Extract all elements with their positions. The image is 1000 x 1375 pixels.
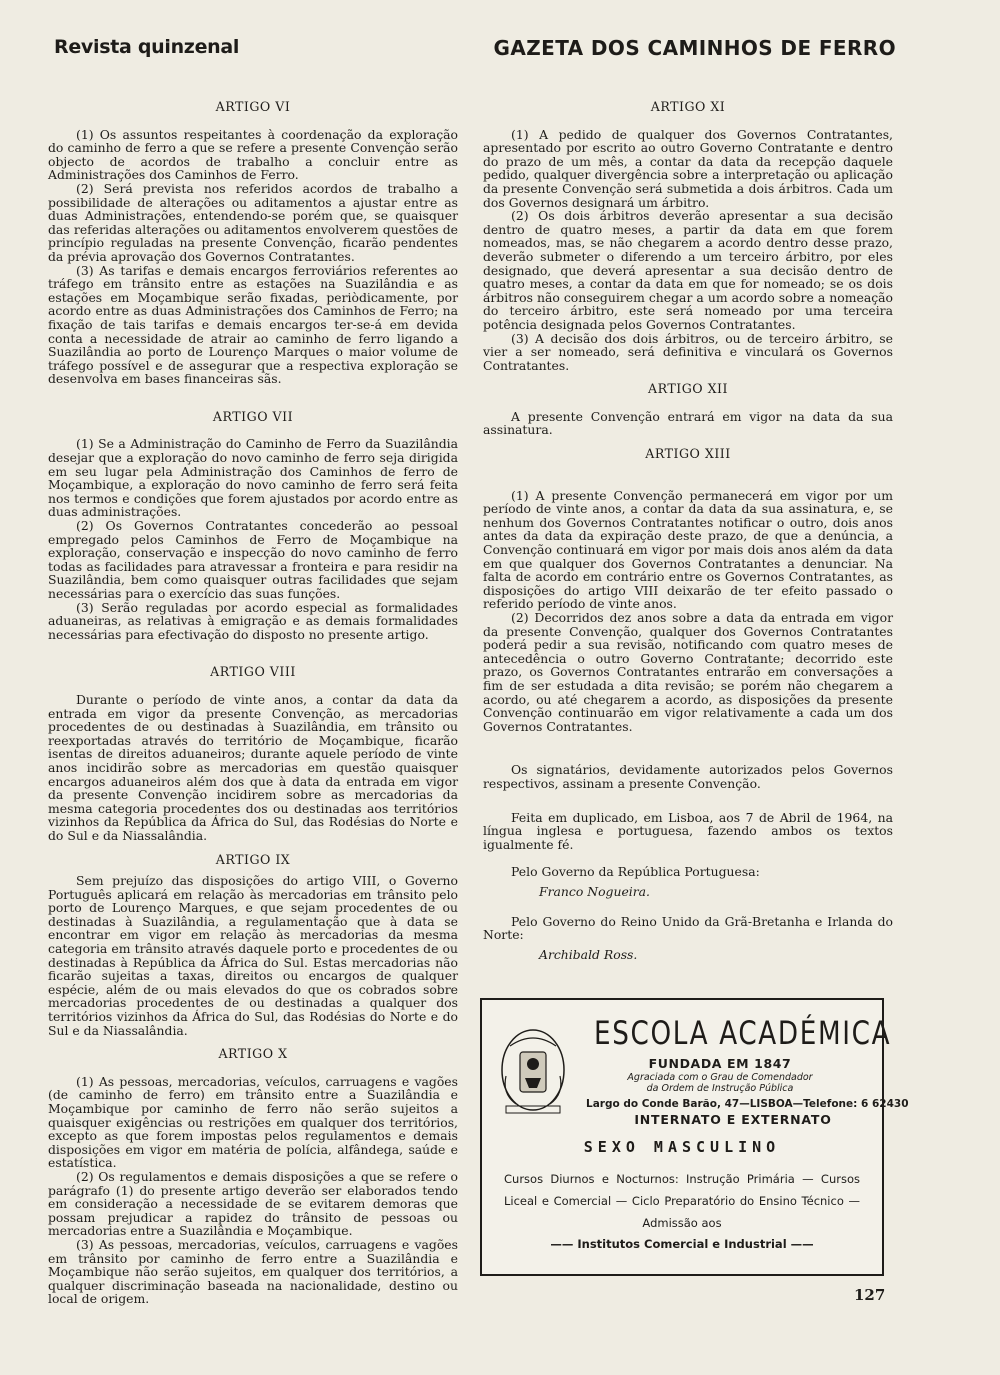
done-statement: Feita em duplicado, em Lisboa, aos 7 de Abril de 1964, na língua inglesa e portuguesa, fazendo ambos os textos igualmente fé. (483, 809, 893, 852)
closing-section (483, 763, 893, 961)
page-number: 127 (854, 1286, 886, 1304)
article-11 (483, 100, 893, 372)
school-emblem-icon (498, 1026, 568, 1118)
article-9 (48, 853, 458, 1038)
article-heading: ARTIGO XI (650, 99, 726, 114)
article-12 (483, 382, 893, 437)
institutes-line: —— Institutos Comercial e Industrial —— (550, 1237, 814, 1251)
article-7 (48, 410, 458, 642)
article-paragraph: (1) Se a Administração do Caminho de Ferro da Suazilândia desejar que a exploração do novo caminho de ferro seja dirigida em seu lugar pela Administração dos Caminhos de ferro de Moçambique, a exploração do novo caminho de ferro será feita nos termos e condições que forem ajustados por acordo entre as duas administrações. (48, 436, 458, 520)
uk-signer: Archibald Ross. (539, 946, 638, 962)
signatories-statement: Os signatários, devidamente autorizados pelos Governos respectivos, assinam a presente Convenção. (483, 762, 893, 791)
right-column (483, 100, 893, 977)
article-paragraph: (2) Será prevista nos referidos acordos de trabalho a possibilidade de alterações ou aditamentos a ajustar entre as duas Administrações, entendendo-se porém que, se quaisquer das referidas alterações ou aditamentos envolverem questões de princípio reguladas na presente Convenção, ficarão pendentes da prévia aprovação dos Governos Contratantes. (48, 180, 458, 264)
portuguese-government-line: Pelo Governo da República Portuguesa: (511, 864, 760, 880)
article-paragraph: (3) A decisão dos dois árbitros, ou de terceiro árbitro, se vier a ser nomeado, será definitiva e vinculará os Governos Contratantes. (483, 330, 893, 373)
article-paragraph: (1) As pessoas, mercadorias, veículos, carruagens e vagões (de caminho de ferro) em trânsito entre a Suazilândia e Moçambique por caminho de ferro não serão sujeitos a quaisquer exigências ou restrições em qualquer dos territórios, excepto as que forem impostas pelos regulamentos e demais disposições em vigor em matéria de polícia, alfândega, saúde e estatística. (48, 1073, 458, 1171)
article-paragraph: (3) Serão reguladas por acordo especial as formalidades aduaneiras, as relativas à emigração e as demais formalidades necessárias para efectivação do disposto no presente artigo. (48, 599, 458, 642)
article-8 (48, 665, 458, 842)
article-paragraph: (2) Os Governos Contratantes concederão ao pessoal empregado pelos Caminhos de Ferro de Moçambique na exploração, conservação e inspecção do novo caminho de ferro todas as facilidades para atravessar a fronteira e para residir na Suazilândia, bem como quaisquer outras facilidades que sejam necessárias para o exercício das suas funções. (48, 518, 458, 601)
article-6 (48, 100, 458, 386)
article-heading: ARTIGO VII (212, 408, 294, 424)
left-column (48, 100, 458, 1316)
award-text (600, 1072, 840, 1094)
article-paragraph: (1) A presente Convenção permanecerá em vigor por um período de vinte anos, a contar da data da sua assinatura, e, se nenhum dos Governos Contratantes notificar o outro, dois anos antes da data da expiração deste prazo, de que a denúncia, a Convenção continuará em vigor por mais dois anos além da data em que qualquer dos Governos Contratantes a denunciar. Na falta de acordo em contrário entre os Governos Contratantes, as disposições do artigo VIII deixarão de ter efeito passado o referido período de vinte anos. (483, 487, 893, 612)
article-heading: ARTIGO VIII (210, 664, 296, 680)
award-line: da Ordem de Instrução Pública (646, 1083, 794, 1094)
award-line: Agraciada com o Grau de Comendador (627, 1072, 813, 1083)
article-10 (48, 1047, 458, 1306)
article-heading: ARTIGO IX (215, 851, 291, 867)
school-address: Largo do Conde Barão, 47—LISBOA—Telefone: 6 62430 (586, 1098, 909, 1110)
article-paragraph: (2) Os dois árbitros deverão apresentar a sua decisão dentro de quatro meses, a partir da data em que forem nomeados, mas, se não chegarem a acordo dentro desse prazo, deverão submeter o diferendo a um terceiro árbitro, por eles designado, que deverá apresentar a sua decisão dentro de quatro meses, a contar da data em que for nomeado; se os dois árbitros não conseguirem chegar a um acordo sobre a nomeação do terceiro árbitro, este será nomeado por uma terceira potência designada pelos Governos Contratantes. (483, 208, 893, 332)
article-heading: ARTIGO VI (215, 99, 291, 114)
courses-text: Cursos Diurnos e Nocturnos: Instrução Primária — Cursos Liceal e Comercial — Ciclo Preparatório do Ensino Técnico — Admissão aos (504, 1172, 860, 1230)
article-paragraph: (2) Decorridos dez anos sobre a data da entrada em vigor da presente Convenção, qualquer dos Governos Contratantes poderá pedir a sua revisão, notificando com quatro meses de antecedência o outro Governo Contratante; decorrido este prazo, os Governos Contratantes entrarão em conversações a fim de ser estudada a dita revisão; se porém não chegarem a acordo, ou até chegarem a acordo, as disposições da presente Convenção continuarão em vigor relativamente a cada um dos Governos Contratantes. (483, 610, 893, 734)
article-heading: ARTIGO XIII (645, 446, 731, 462)
article-heading: ARTIGO XII (647, 381, 729, 397)
article-paragraph: Sem prejuízo das disposições do artigo VIII, o Governo Português aplicará em relação às mercadorias em trânsito pelo porto de Lourenço Marques, e que sejam procedentes de ou destinadas à Suazilândia, a regulamentação que à data se encontrar em vigor em relação às mercadorias da mesma categoria em trânsito através daquele porto e procedentes de ou destinadas à República da África do Sul. Estas mercadorias não ficarão sujeitas a taxas, direitos ou encargos de qualquer espécie, além de ou mais elevados do que os cobrados sobre mercadorias procedentes de ou destinadas a qualquer dos territórios vizinhos da África do Sul, das Rodésias do Norte e do Sul e da Niassalândia. (48, 873, 458, 1038)
school-name: ESCOLA ACADÉMICA (594, 1014, 892, 1052)
article-13 (483, 447, 893, 733)
article-paragraph: A presente Convenção entrará em vigor na data da sua assinatura. (483, 408, 893, 438)
uk-government-line: Pelo Governo do Reino Unido da Grã-Bretanha e Irlanda do Norte: (483, 913, 893, 943)
journal-title: GAZETA DOS CAMINHOS DE FERRO (493, 36, 896, 60)
school-advertisement (480, 998, 909, 1276)
founded-line: FUNDADA EM 1847 (648, 1056, 792, 1071)
article-paragraph: (3) As pessoas, mercadorias, veículos, carruagens e vagões em trânsito por caminho de ferro entre a Suazilândia e Moçambique não serão sujeitos, em qualquer dos territórios, a qualquer discriminação baseada na nacionalidade, destino ou local de origem. (48, 1236, 458, 1307)
article-paragraph: (1) Os assuntos respeitantes à coordenação da exploração do caminho de ferro a que se refere a presente Convenção serão objecto de acordos de trabalho a concluir entre as Administrações dos Caminhos de Ferro. (48, 126, 458, 183)
boarding-line: INTERNATO E EXTERNATO (634, 1112, 832, 1127)
gender-line: SEXO MASCULINO (583, 1138, 781, 1156)
article-paragraph: (2) Os regulamentos e demais disposições a que se refere o parágrafo (1) do presente artigo deverão ser elaborados tendo em consideração a necessidade de se evitarem demoras que possam prejudicar a rapidez do trânsito de pessoas ou mercadorias entre a Suazilândia e Moçambique. (48, 1168, 458, 1239)
article-paragraph: (1) A pedido de qualquer dos Governos Contratantes, apresentado por escrito ao outro Governo Contratante e dentro do prazo de um mês, a contar da data da recepção daquele pedido, qualquer divergência sobre a interpretação ou aplicação da presente Convenção será submetida a dois árbitros. Cada um dos Governos designará um árbitro. (483, 126, 893, 210)
portuguese-signer: Franco Nogueira. (539, 883, 650, 899)
journal-subtitle: Revista quinzenal (54, 36, 240, 58)
article-paragraph: (3) As tarifas e demais encargos ferroviários referentes ao tráfego em trânsito entre as estações na Suazilândia e as estações em Moçambique serão fixadas, periòdicamente, por acordo entre as duas Administrações dos Caminhos de Ferro; na fixação de tais tarifas e demais encargos ter-se-á em devida conta a necessidade de atrair ao caminho de ferro ligando a Suazilândia ao porto de Lourenço Marques o maior volume de tráfego possível e de assegurar que a respectiva exploração se desenvolva em bases financeiras sãs. (48, 262, 458, 387)
article-paragraph: Durante o período de vinte anos, a contar da data da entrada em vigor da presente Convenção, as mercadorias procedentes de ou destinadas à Suazilândia, em trânsito ou reexportadas através do território de Moçambique, ficarão isentas de direitos aduaneiros; durante aquele período de vinte anos incidirão sobre as mercadorias em questão quaisquer encargos aduaneiros além dos que à data da entrada em vigor da presente Convenção incidirem sobre as mercadorias da mesma categoria procedentes dos ou destinadas aos territórios vizinhos da República da África do Sul, das Rodésias do Norte e do Sul e da Niassalândia. (48, 691, 458, 843)
article-heading: ARTIGO X (218, 1046, 288, 1062)
